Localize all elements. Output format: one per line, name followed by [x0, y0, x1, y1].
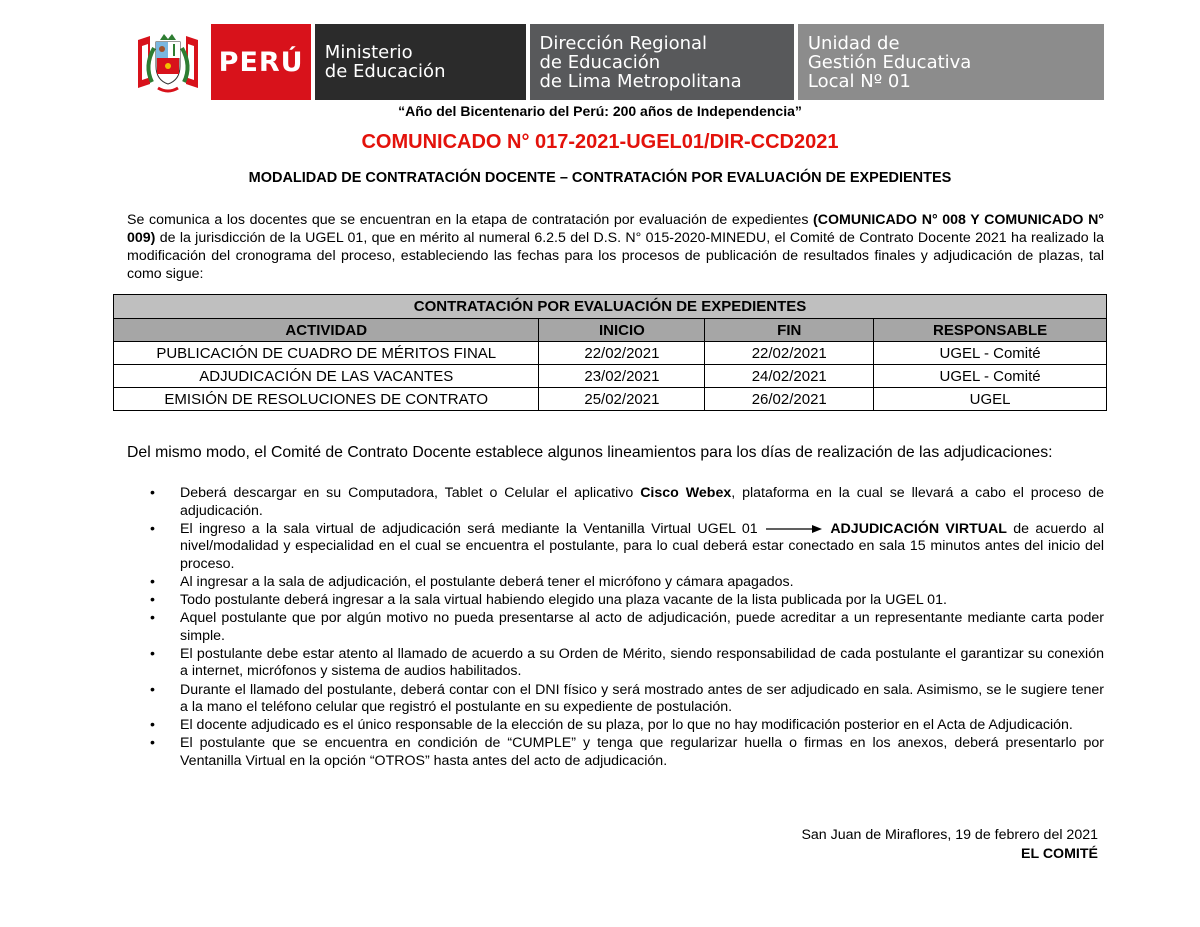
table-row	[114, 342, 1107, 365]
bullet-icon: •	[150, 573, 155, 590]
intro-text-start: Se comunica a los docentes que se encuentran en la etapa de contratación por evaluación de expedientes	[127, 212, 814, 228]
table-row	[114, 388, 1107, 411]
cell-responsable: UGEL - Comité	[874, 342, 1107, 365]
cell-fin: 26/02/2021	[705, 388, 874, 411]
item-text-bold: ADJUDICACIÓN VIRTUAL	[830, 520, 1007, 537]
schedule-table	[113, 294, 1107, 411]
column-header-fin: FIN	[705, 319, 874, 342]
list-item	[146, 735, 1104, 770]
item-text: Durante el llamado del postulante, deberá contar con el DNI físico y será mostrado antes de ser adjudicado en sala. Asimismo, se le sugiere tener a la mano el teléfono celular que registró el postulante en su expediente de postulación.	[180, 681, 1104, 716]
table-row	[114, 365, 1107, 388]
year-motto: “Año del Bicentenario del Perú: 200 años de Independencia”	[398, 103, 802, 119]
cell-inicio: 23/02/2021	[539, 365, 705, 388]
list-item	[146, 485, 1104, 520]
table-header-row	[114, 319, 1107, 342]
cell-fin: 24/02/2021	[705, 365, 874, 388]
bullet-icon: •	[150, 610, 155, 627]
peru-shield-logo	[124, 24, 211, 100]
guidelines-intro: Del mismo modo, el Comité de Contrato Docente establece algunos lineamientos para los días de realización de las adjudicaciones:	[127, 444, 1053, 461]
cell-inicio: 22/02/2021	[539, 342, 705, 365]
intro-paragraph	[127, 211, 1104, 283]
ministry-block	[315, 24, 526, 100]
column-header-actividad: ACTIVIDAD	[114, 319, 539, 342]
peru-label: PERÚ	[211, 24, 310, 100]
list-item	[146, 521, 1104, 574]
item-text: , plataforma en la cual se llevará a cabo el proceso de adjudicación.	[180, 485, 1104, 519]
dre-block	[530, 24, 794, 100]
ugel-line-3: Local Nº 01	[807, 70, 911, 92]
bullet-icon: •	[150, 592, 155, 609]
cell-inicio: 25/02/2021	[539, 388, 705, 411]
cell-actividad: EMISIÓN DE RESOLUCIONES DE CONTRATO	[114, 388, 539, 411]
comunicado-title: COMUNICADO N° 017-2021-UGEL01/DIR-CCD2021	[361, 131, 839, 153]
dre-line-3: de Lima Metropolitana	[539, 70, 742, 92]
table-title-row	[114, 295, 1107, 319]
list-item	[146, 574, 1104, 592]
item-text-bold: Cisco Webex	[640, 485, 732, 501]
header-banner	[124, 24, 1104, 100]
item-text: Todo postulante deberá ingresar a la sala virtual habiendo elegido una plaza vacante de la lista publicada por la UGEL 01.	[180, 592, 947, 609]
bullet-icon: •	[150, 485, 155, 501]
cell-actividad: PUBLICACIÓN DE CUADRO DE MÉRITOS FINAL	[114, 342, 539, 365]
column-header-responsable: RESPONSABLE	[874, 319, 1107, 342]
bullet-icon: •	[150, 717, 155, 734]
bullet-icon: •	[150, 645, 155, 662]
cell-fin: 22/02/2021	[705, 342, 874, 365]
item-text: El docente adjudicado es el único responsable de la elección de su plaza, por lo que no hay modificación posterior en el Acta de Adjudicación.	[180, 717, 1073, 734]
item-text: El ingreso a la sala virtual de adjudicación será mediante la Ventanilla Virtual UGEL 01	[180, 520, 764, 537]
bullet-icon: •	[150, 735, 155, 752]
dre-line-1: Dirección Regional	[539, 32, 708, 54]
modalidad-subtitle: MODALIDAD DE CONTRATACIÓN DOCENTE – CONTRATACIÓN POR EVALUACIÓN DE EXPEDIENTES	[248, 170, 952, 186]
list-item	[146, 592, 1104, 610]
ugel-line-2: Gestión Educativa	[807, 51, 972, 73]
ministry-line-1: Ministerio	[324, 42, 413, 63]
cell-actividad: ADJUDICACIÓN DE LAS VACANTES	[114, 365, 539, 388]
item-text: Aquel postulante que por algún motivo no pueda presentarse al acto de adjudicación, puede acreditar a un representante mediante carta poder simple.	[180, 610, 1104, 644]
cell-responsable: UGEL	[874, 388, 1107, 411]
item-text: Al ingresar a la sala de adjudicación, el postulante deberá tener el micrófono y cámara apagados.	[180, 573, 794, 590]
item-text: El postulante debe estar atento al llamado de acuerdo a su Orden de Mérito, siendo responsabilidad de cada postulante el garantizar su conexión a internet, micrófonos y sistema de audios habilitados.	[180, 645, 1104, 680]
dre-line-2: de Educación	[539, 51, 661, 73]
intro-text-bold: (COMUNICADO N° 008 Y COMUNICADO N° 009)	[127, 212, 1104, 246]
list-item	[146, 610, 1104, 645]
guidelines-list	[146, 485, 1104, 771]
ministry-line-2: de Educación	[324, 61, 446, 82]
list-item	[146, 717, 1104, 735]
ugel-line-1: Unidad de	[807, 32, 900, 54]
item-text: Deberá descargar en su Computadora, Tablet o Celular el aplicativo	[180, 485, 641, 501]
bullet-icon: •	[150, 520, 155, 537]
cell-responsable: UGEL - Comité	[874, 365, 1107, 388]
coat-of-arms-icon	[128, 26, 208, 98]
list-item	[146, 682, 1104, 717]
column-header-inicio: INICIO	[539, 319, 705, 342]
item-text: El postulante que se encuentra en condición de “CUMPLE” y tenga que regularizar huella o firmas en los anexos, deberá presentarlo por Ventanilla Virtual en la opción “OTROS” hasta antes del acto de adjudicación.	[180, 735, 1104, 769]
bullet-icon: •	[150, 681, 155, 698]
ugel-block	[798, 24, 1104, 100]
intro-text-end: de la jurisdicción de la UGEL 01, que en mérito al numeral 6.2.5 del D.S. N° 015-2020-MINEDU, el Comité de Contrato Docente 2021 ha realizado la modificación del cronograma del proceso, estableciendo las fechas para los procesos de publicación de resultados finales y adjudicación de plazas, tal como sigue:	[127, 230, 1104, 282]
right-arrow-icon	[764, 524, 824, 534]
signature-name: EL COMITÉ	[1021, 846, 1098, 862]
item-text: de acuerdo al nivel/modalidad y especialidad en el cual se encuentra el postulante, para lo cual deberá estar conectado en sala 15 minutos antes del inicio del proceso.	[180, 520, 1104, 572]
list-item	[146, 646, 1104, 681]
table-title: CONTRATACIÓN POR EVALUACIÓN DE EXPEDIENTES	[114, 295, 1107, 319]
signature-date: San Juan de Miraflores, 19 de febrero del 2021	[801, 827, 1098, 843]
